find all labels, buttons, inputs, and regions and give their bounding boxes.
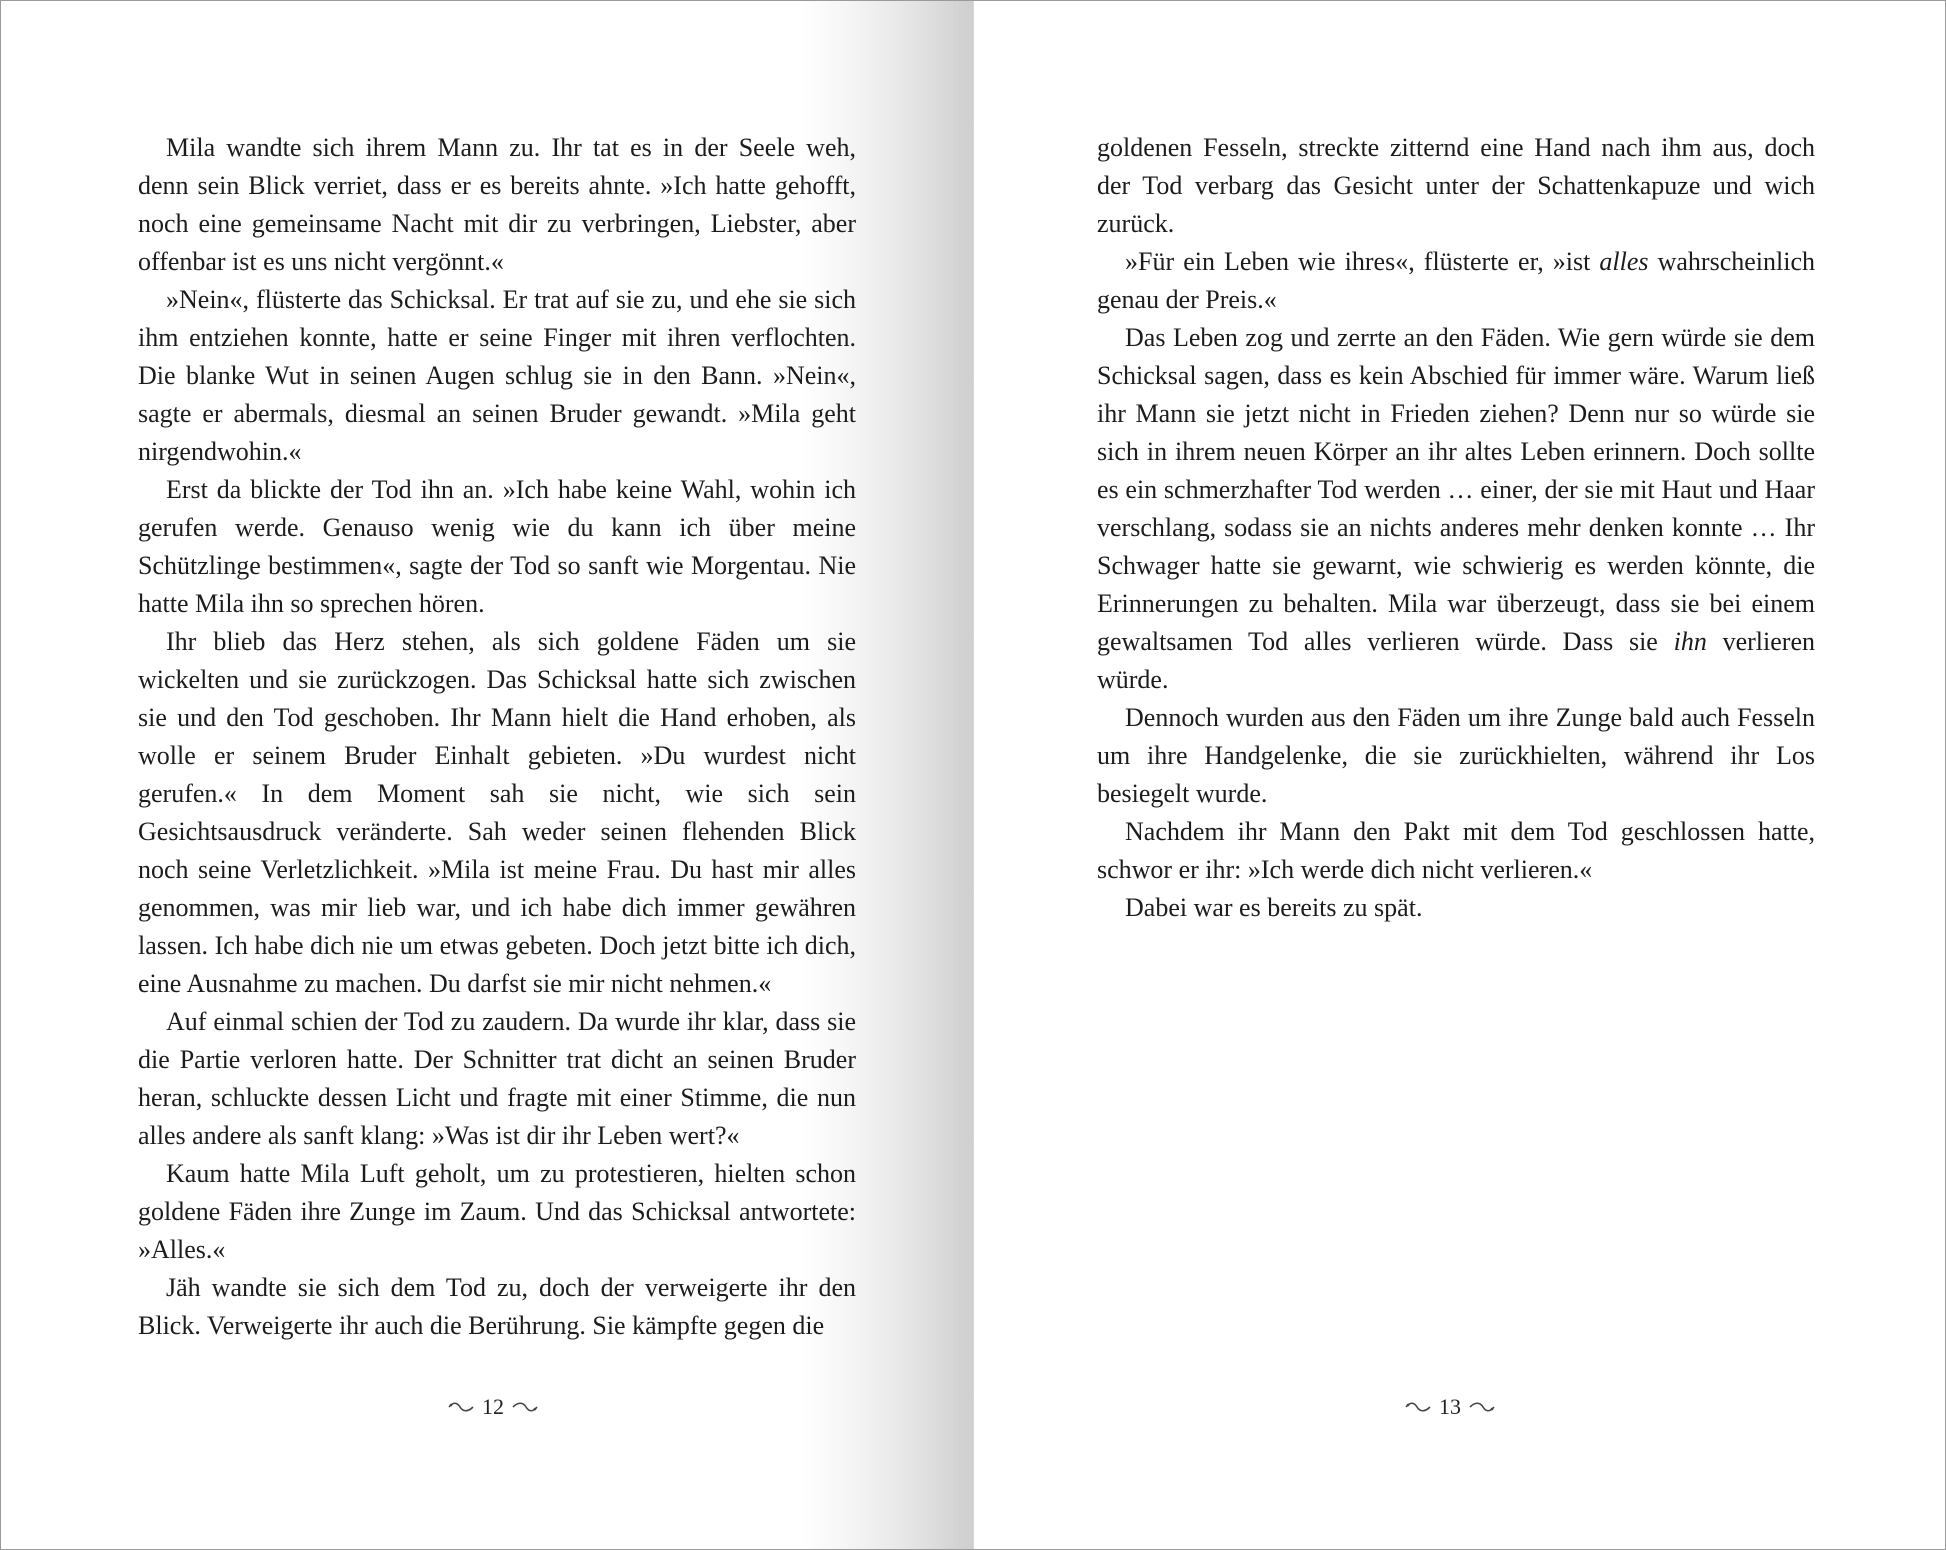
paragraph	[138, 129, 856, 281]
paragraph	[1097, 813, 1815, 889]
paragraph-text: wahrscheinlich genau der Preis.«	[1097, 247, 1815, 314]
italic-text: ihn	[1673, 627, 1707, 656]
page-number-left: 12	[482, 1394, 504, 1419]
left-flourish-icon	[448, 1401, 474, 1413]
paragraph-text: Jäh wandte sie sich dem Tod zu, doch der verweigerte ihr den Blick. Verweigerte ihr auch die Berührung. Sie kämpfte gegen die	[138, 1273, 856, 1340]
left-page	[1, 1, 973, 1549]
paragraph	[138, 623, 856, 1003]
paragraph-text: Dabei war es bereits zu spät.	[1125, 893, 1423, 922]
italic-text: alles	[1599, 247, 1649, 276]
paragraph	[138, 1003, 856, 1155]
paragraph-text: »Nein«, flüsterte das Schicksal. Er trat auf sie zu, und ehe sie sich ihm entziehen konnte, hatte er seine Finger mit ihren verflochten. Die blanke Wut in seinen Augen schlug sie in den Bann. »Nein«, sagte er abermals, diesmal an seinen Bruder gewandt. »Mila geht nirgendwohin.«	[138, 285, 856, 466]
paragraph-text: »Für ein Leben wie ihres«, flüsterte er, »ist	[1125, 247, 1600, 276]
left-page-footer	[393, 1394, 593, 1420]
paragraph-text: Erst da blickte der Tod ihn an. »Ich habe keine Wahl, wohin ich gerufen werde. Genauso wenig wie du kann ich über meine Schützlinge bestimmen«, sagte der Tod so sanft wie Morgentau. Nie hatte Mila ihn so sprechen hören.	[138, 475, 856, 618]
right-page	[973, 1, 1945, 1549]
paragraph-text: goldenen Fesseln, streckte zitternd eine Hand nach ihm aus, doch der Tod verbarg das Gesicht unter der Schattenkapuze und wich zurück.	[1097, 133, 1815, 238]
left-page-body	[138, 129, 856, 1345]
paragraph	[138, 281, 856, 471]
paragraph	[1097, 129, 1815, 243]
paragraph	[1097, 699, 1815, 813]
paragraph-text: verlieren würde.	[1097, 627, 1815, 694]
right-flourish-icon	[1469, 1401, 1495, 1413]
right-page-body	[1097, 129, 1815, 927]
paragraph-text: Mila wandte sich ihrem Mann zu. Ihr tat es in der Seele weh, denn sein Blick verriet, dass er es bereits ahnte. »Ich hatte gehofft, noch eine gemeinsame Nacht mit dir zu verbringen, Liebster, aber offenbar ist es uns nicht vergönnt.«	[138, 133, 856, 276]
paragraph-text: Nachdem ihr Mann den Pakt mit dem Tod geschlossen hatte, schwor er ihr: »Ich werde dich nicht verlieren.«	[1097, 817, 1815, 884]
paragraph	[138, 1269, 856, 1345]
right-page-footer	[1350, 1394, 1550, 1420]
page-number-right: 13	[1439, 1394, 1461, 1419]
paragraph	[138, 471, 856, 623]
paragraph-text: Das Leben zog und zerrte an den Fäden. Wie gern würde sie dem Schicksal sagen, dass es kein Abschied für immer wäre. Warum ließ ihr Mann sie jetzt nicht in Frieden ziehen? Denn nur so würde sie sich in ihrem neuen Körper an ihr altes Leben erinnern. Doch sollte es ein schmerzhafter Tod werden … einer, der sie mit Haut und Haar verschlang, sodass sie an nichts anderes mehr denken konnte … Ihr Schwager hatte sie gewarnt, wie schwierig es werden könnte, die Erinnerungen zu behalten. Mila war überzeugt, dass sie bei einem gewaltsamen Tod alles verlieren würde. Dass sie	[1097, 323, 1815, 656]
paragraph-text: Kaum hatte Mila Luft geholt, um zu protestieren, hielten schon goldene Fäden ihre Zunge im Zaum. Und das Schicksal antwortete: »Alles.«	[138, 1159, 856, 1264]
paragraph-text: Auf einmal schien der Tod zu zaudern. Da wurde ihr klar, dass sie die Partie verloren hatte. Der Schnitter trat dicht an seinen Bruder heran, schluckte dessen Licht und fragte mit einer Stimme, die nun alles andere als sanft klang: »Was ist dir ihr Leben wert?«	[138, 1007, 856, 1150]
left-flourish-icon	[1405, 1401, 1431, 1413]
paragraph-text: Dennoch wurden aus den Fäden um ihre Zunge bald auch Fesseln um ihre Handgelenke, die sie zurückhielten, während ihr Los besiegelt wurde.	[1097, 703, 1815, 808]
paragraph	[1097, 319, 1815, 699]
right-flourish-icon	[512, 1401, 538, 1413]
paragraph	[138, 1155, 856, 1269]
paragraph-text: Ihr blieb das Herz stehen, als sich goldene Fäden um sie wickelten und sie zurückzogen. Das Schicksal hatte sich zwischen sie und den Tod geschoben. Ihr Mann hielt die Hand erhoben, als wolle er seinem Bruder Einhalt gebieten. »Du wurdest nicht gerufen.« In dem Moment sah sie nicht, wie sich sein Gesichtsausdruck veränderte. Sah weder seinen flehenden Blick noch seine Verletzlichkeit. »Mila ist meine Frau. Du hast mir alles genommen, was mir lieb war, und ich habe dich immer gewähren lassen. Ich habe dich nie um etwas gebeten. Doch jetzt bitte ich dich, eine Ausnahme zu machen. Du darfst sie mir nicht nehmen.«	[138, 627, 856, 998]
paragraph	[1097, 889, 1815, 927]
paragraph	[1097, 243, 1815, 319]
